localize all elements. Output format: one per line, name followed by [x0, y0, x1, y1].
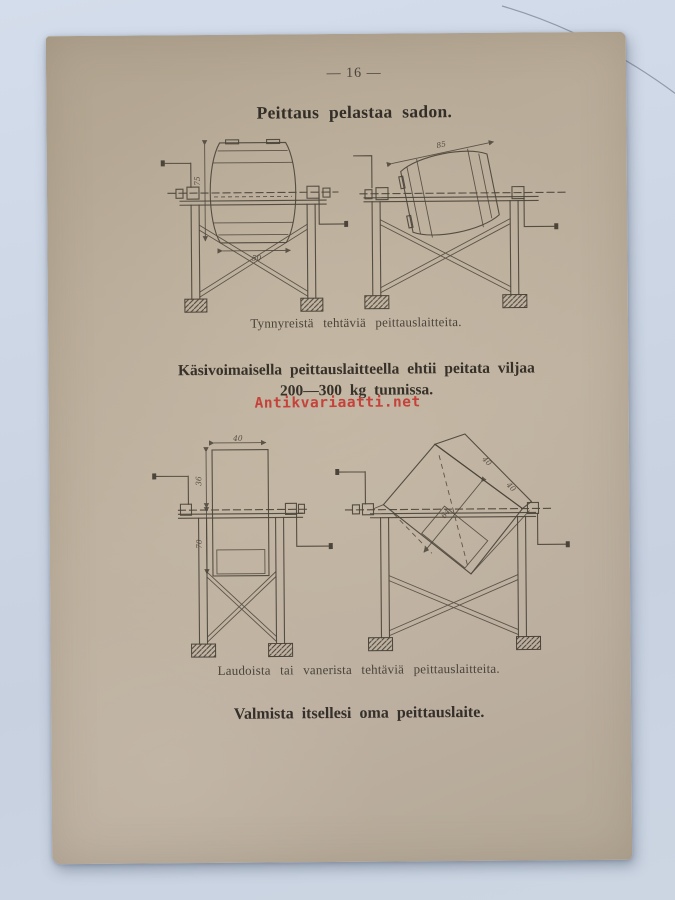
dim-label-barrel-width: 50 [251, 253, 262, 263]
dim-label-barrel-length: 85 [435, 139, 447, 151]
figure-barrel-treater-front-view [158, 138, 349, 317]
dim-label-box-side-edge: 40 [504, 480, 518, 494]
figure-box-treater-front-view [150, 433, 337, 662]
dim-label-box-upper-height: 36 [194, 476, 204, 486]
document-page [46, 32, 632, 865]
closing-line: Valmista itsellesi oma peittauslaite. [233, 703, 485, 723]
seller-watermark: Antikvariaatti.net [254, 394, 421, 412]
dim-label-box-top-edge: 40 [480, 454, 494, 468]
dim-label-box-lower-height: 70 [194, 539, 204, 549]
figure-box-treater-tilted-view [335, 424, 572, 661]
figure-row-boxes [150, 424, 572, 662]
figure-barrel-treater-tilted-view [352, 128, 575, 316]
dim-label-box-diagonal: 64 [439, 507, 453, 521]
figure-caption-boxes: Laudoista tai vanerista tehtäviä peittauslaitteita. [217, 660, 500, 678]
figure-caption-barrels: Tynnyreistä tehtäviä peittauslaitteita. [250, 314, 462, 331]
dim-label-box-width: 40 [233, 433, 243, 443]
body-heading-line2: 200—300 kg tunnissa. [279, 381, 434, 400]
figure-row-barrels [158, 128, 575, 317]
page-content [46, 32, 632, 865]
page-number: — 16 — [326, 65, 382, 82]
dim-label-barrel-height: 75 [192, 176, 202, 186]
body-heading-line1: Käsivoimaisella peittauslaitteella ehtii peitata viljaa [177, 359, 535, 380]
page-title: Peittaus pelastaa sadon. [256, 101, 453, 123]
